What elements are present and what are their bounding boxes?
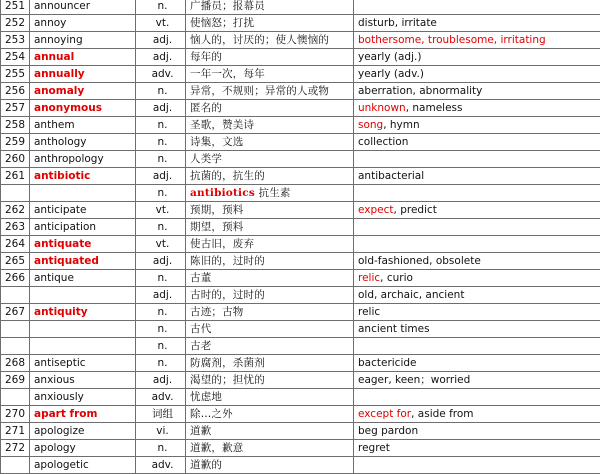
part-of-speech: adj. bbox=[136, 287, 186, 304]
chinese-definition-text: 圣歌，赞美诗 bbox=[190, 119, 254, 131]
table-row bbox=[1, 134, 600, 151]
table-row bbox=[1, 168, 600, 185]
english-synonyms-text: collection bbox=[358, 136, 408, 148]
chinese-definition bbox=[186, 83, 354, 100]
chinese-definition-text: 忧虑地 bbox=[190, 391, 222, 403]
english-synonyms bbox=[354, 270, 600, 287]
part-of-speech: adj. bbox=[136, 253, 186, 270]
part-of-speech: adj. bbox=[136, 100, 186, 117]
english-synonyms bbox=[354, 151, 600, 168]
chinese-definition-text: 期望，预料 bbox=[190, 221, 244, 233]
vocabulary-table-body bbox=[1, 0, 600, 474]
chinese-definition bbox=[186, 151, 354, 168]
entry-number: 267 bbox=[1, 304, 30, 321]
chinese-definition-text: 道歉 bbox=[190, 425, 211, 437]
chinese-definition bbox=[186, 0, 354, 15]
table-row bbox=[1, 185, 600, 202]
english-synonyms bbox=[354, 287, 600, 304]
english-synonyms bbox=[354, 355, 600, 372]
table-row bbox=[1, 15, 600, 32]
entry-word bbox=[30, 338, 136, 355]
entry-word bbox=[30, 321, 136, 338]
part-of-speech: adv. bbox=[136, 66, 186, 83]
table-row bbox=[1, 83, 600, 100]
chinese-definition bbox=[186, 304, 354, 321]
chinese-definition bbox=[186, 15, 354, 32]
entry-word: anomaly bbox=[30, 83, 136, 100]
chinese-definition-text: 道歉的 bbox=[190, 459, 222, 471]
chinese-definition-text: 使恼怒；打扰 bbox=[190, 17, 254, 29]
english-synonyms-text: ancient times bbox=[358, 323, 430, 335]
english-synonyms bbox=[354, 321, 600, 338]
part-of-speech: adj. bbox=[136, 32, 186, 49]
english-synonyms bbox=[354, 32, 600, 49]
entry-number: 251 bbox=[1, 0, 30, 15]
english-synonyms bbox=[354, 423, 600, 440]
table-row bbox=[1, 151, 600, 168]
part-of-speech: vt. bbox=[136, 236, 186, 253]
chinese-definition bbox=[186, 287, 354, 304]
chinese-definition-text: 古代 bbox=[190, 323, 211, 335]
table-row bbox=[1, 270, 600, 287]
table-row bbox=[1, 440, 600, 457]
entry-word: announcer bbox=[30, 0, 136, 15]
english-synonyms bbox=[354, 100, 600, 117]
entry-number: 266 bbox=[1, 270, 30, 287]
entry-word: anthology bbox=[30, 134, 136, 151]
entry-word: antibiotic bbox=[30, 168, 136, 185]
part-of-speech: vi. bbox=[136, 423, 186, 440]
english-synonyms bbox=[354, 338, 600, 355]
english-synonyms bbox=[354, 185, 600, 202]
english-synonyms-text: song bbox=[358, 119, 383, 131]
entry-number: 261 bbox=[1, 168, 30, 185]
entry-word bbox=[30, 287, 136, 304]
entry-word: antiseptic bbox=[30, 355, 136, 372]
table-row bbox=[1, 0, 600, 15]
entry-word bbox=[30, 185, 136, 202]
chinese-definition bbox=[186, 185, 354, 202]
entry-number: 252 bbox=[1, 15, 30, 32]
english-synonyms-text: aberration, abnormality bbox=[358, 85, 482, 97]
english-synonyms-text: , aside from bbox=[411, 408, 473, 420]
english-synonyms bbox=[354, 406, 600, 423]
chinese-definition bbox=[186, 168, 354, 185]
table-row bbox=[1, 253, 600, 270]
entry-word: annoying bbox=[30, 32, 136, 49]
entry-number: 265 bbox=[1, 253, 30, 270]
entry-number: 256 bbox=[1, 83, 30, 100]
table-row bbox=[1, 49, 600, 66]
english-synonyms bbox=[354, 83, 600, 100]
english-synonyms-text: , nameless bbox=[406, 102, 463, 114]
chinese-definition-text: 每年的 bbox=[190, 51, 222, 63]
chinese-definition-text: 广播员；报幕员 bbox=[190, 0, 265, 12]
entry-number: 270 bbox=[1, 406, 30, 423]
chinese-definition-text: 道歉，歉意 bbox=[190, 442, 244, 454]
part-of-speech: adj. bbox=[136, 49, 186, 66]
english-synonyms bbox=[354, 440, 600, 457]
chinese-definition-text: 古老 bbox=[190, 340, 211, 352]
english-synonyms-text: expect bbox=[358, 204, 394, 216]
part-of-speech: n. bbox=[136, 355, 186, 372]
table-row bbox=[1, 32, 600, 49]
english-synonyms bbox=[354, 134, 600, 151]
table-row bbox=[1, 406, 600, 423]
english-synonyms-text: disturb, irritate bbox=[358, 17, 437, 29]
chinese-definition bbox=[186, 117, 354, 134]
entry-number: 263 bbox=[1, 219, 30, 236]
english-synonyms bbox=[354, 457, 600, 474]
entry-word: annually bbox=[30, 66, 136, 83]
english-synonyms bbox=[354, 66, 600, 83]
english-synonyms-text: , hymn bbox=[383, 119, 419, 131]
english-synonyms-text: except for bbox=[358, 408, 411, 420]
chinese-definition-text: 一年一次，每年 bbox=[190, 68, 265, 80]
chinese-definition bbox=[186, 406, 354, 423]
english-synonyms-text: relic bbox=[358, 306, 380, 318]
chinese-definition bbox=[186, 202, 354, 219]
table-row bbox=[1, 338, 600, 355]
chinese-definition-text: 除…之外 bbox=[190, 408, 233, 420]
part-of-speech: n. bbox=[136, 304, 186, 321]
english-synonyms-text: , predict bbox=[394, 204, 437, 216]
part-of-speech: adv. bbox=[136, 389, 186, 406]
entry-number: 260 bbox=[1, 151, 30, 168]
entry-word: anticipation bbox=[30, 219, 136, 236]
entry-number: 254 bbox=[1, 49, 30, 66]
table-row bbox=[1, 66, 600, 83]
english-synonyms-text: eager, keen；worried bbox=[358, 374, 470, 386]
table-row bbox=[1, 202, 600, 219]
table-row bbox=[1, 219, 600, 236]
english-synonyms bbox=[354, 49, 600, 66]
part-of-speech: n. bbox=[136, 83, 186, 100]
entry-word: antiquity bbox=[30, 304, 136, 321]
entry-word: anthropology bbox=[30, 151, 136, 168]
chinese-definition bbox=[186, 100, 354, 117]
entry-word: antiquate bbox=[30, 236, 136, 253]
entry-word: apologetic bbox=[30, 457, 136, 474]
chinese-definition-text: 古迹；古物 bbox=[190, 306, 244, 318]
chinese-definition bbox=[186, 134, 354, 151]
entry-number bbox=[1, 287, 30, 304]
part-of-speech: adv. bbox=[136, 457, 186, 474]
entry-number bbox=[1, 389, 30, 406]
chinese-definition-text: 异常，不规则；异常的人或物 bbox=[190, 85, 329, 97]
english-synonyms-text: relic bbox=[358, 272, 380, 284]
table-row bbox=[1, 321, 600, 338]
chinese-definition-text: 匿名的 bbox=[190, 102, 222, 114]
chinese-definition bbox=[186, 236, 354, 253]
part-of-speech: 词组 bbox=[136, 406, 186, 423]
entry-word: anxiously bbox=[30, 389, 136, 406]
entry-word: antique bbox=[30, 270, 136, 287]
chinese-definition-text: 渴望的；担忧的 bbox=[190, 374, 265, 386]
entry-number: 258 bbox=[1, 117, 30, 134]
entry-number: 262 bbox=[1, 202, 30, 219]
chinese-definition bbox=[186, 66, 354, 83]
entry-number: 269 bbox=[1, 372, 30, 389]
chinese-definition bbox=[186, 355, 354, 372]
entry-word: anxious bbox=[30, 372, 136, 389]
entry-number: 264 bbox=[1, 236, 30, 253]
entry-word: anthem bbox=[30, 117, 136, 134]
entry-word: annual bbox=[30, 49, 136, 66]
english-synonyms bbox=[354, 219, 600, 236]
chinese-definition bbox=[186, 270, 354, 287]
part-of-speech: n. bbox=[136, 321, 186, 338]
entry-number bbox=[1, 321, 30, 338]
english-synonyms-text: yearly (adj.) bbox=[358, 51, 421, 63]
english-synonyms-text: bactericide bbox=[358, 357, 417, 369]
chinese-definition bbox=[186, 372, 354, 389]
chinese-definition-text: 人类学 bbox=[190, 153, 222, 165]
english-synonyms-text: old-fashioned, obsolete bbox=[358, 255, 481, 267]
english-synonyms-text: regret bbox=[358, 442, 390, 454]
chinese-definition bbox=[186, 457, 354, 474]
part-of-speech: n. bbox=[136, 219, 186, 236]
entry-number bbox=[1, 185, 30, 202]
part-of-speech: n. bbox=[136, 185, 186, 202]
english-synonyms bbox=[354, 168, 600, 185]
chinese-definition bbox=[186, 321, 354, 338]
chinese-definition bbox=[186, 219, 354, 236]
table-row bbox=[1, 117, 600, 134]
chinese-definition-text: 防腐剂，杀菌剂 bbox=[190, 357, 265, 369]
entry-word: apology bbox=[30, 440, 136, 457]
table-row bbox=[1, 423, 600, 440]
entry-word: annoy bbox=[30, 15, 136, 32]
chinese-definition bbox=[186, 253, 354, 270]
entry-number: 253 bbox=[1, 32, 30, 49]
english-synonyms-text: unknown bbox=[358, 102, 406, 114]
table-row bbox=[1, 355, 600, 372]
entry-word: anticipate bbox=[30, 202, 136, 219]
table-row bbox=[1, 457, 600, 474]
english-synonyms bbox=[354, 15, 600, 32]
english-synonyms bbox=[354, 389, 600, 406]
table-row bbox=[1, 100, 600, 117]
english-synonyms-text: beg pardon bbox=[358, 425, 418, 437]
english-synonyms bbox=[354, 372, 600, 389]
part-of-speech: n. bbox=[136, 134, 186, 151]
entry-number: 268 bbox=[1, 355, 30, 372]
part-of-speech: n. bbox=[136, 440, 186, 457]
table-row bbox=[1, 304, 600, 321]
chinese-definition-text: 抗菌的，抗生的 bbox=[190, 170, 265, 182]
part-of-speech: n. bbox=[136, 117, 186, 134]
chinese-definition-text: 抗生素 bbox=[255, 187, 291, 199]
chinese-definition-text: 陈旧的，过时的 bbox=[190, 255, 265, 267]
chinese-definition-text: 预期，预料 bbox=[190, 204, 244, 216]
part-of-speech: vt. bbox=[136, 202, 186, 219]
part-of-speech: n. bbox=[136, 151, 186, 168]
chinese-definition-text: 古董 bbox=[190, 272, 211, 284]
english-synonyms bbox=[354, 236, 600, 253]
chinese-definition bbox=[186, 49, 354, 66]
chinese-definition-text: 古时的，过时的 bbox=[190, 289, 265, 301]
chinese-definition-text: 恼人的，讨厌的；使人懊恼的 bbox=[190, 34, 329, 46]
english-synonyms bbox=[354, 304, 600, 321]
table-row bbox=[1, 287, 600, 304]
english-synonyms bbox=[354, 202, 600, 219]
part-of-speech: adj. bbox=[136, 372, 186, 389]
part-of-speech: adj. bbox=[136, 168, 186, 185]
english-synonyms-text: bothersome, troublesome, irritating bbox=[358, 34, 546, 46]
english-synonyms-text: yearly (adv.) bbox=[358, 68, 424, 80]
part-of-speech: n. bbox=[136, 338, 186, 355]
chinese-definition-text: antibiotics bbox=[190, 187, 255, 199]
entry-number: 255 bbox=[1, 66, 30, 83]
part-of-speech: vt. bbox=[136, 15, 186, 32]
entry-number: 259 bbox=[1, 134, 30, 151]
chinese-definition-text: 使古旧，废弃 bbox=[190, 238, 254, 250]
english-synonyms bbox=[354, 253, 600, 270]
entry-number: 257 bbox=[1, 100, 30, 117]
chinese-definition bbox=[186, 32, 354, 49]
english-synonyms-text: antibacterial bbox=[358, 170, 424, 182]
part-of-speech: n. bbox=[136, 270, 186, 287]
entry-word: anonymous bbox=[30, 100, 136, 117]
part-of-speech: n. bbox=[136, 0, 186, 15]
table-row bbox=[1, 389, 600, 406]
entry-word: antiquated bbox=[30, 253, 136, 270]
entry-number: 272 bbox=[1, 440, 30, 457]
entry-word: apart from bbox=[30, 406, 136, 423]
entry-number: 271 bbox=[1, 423, 30, 440]
chinese-definition bbox=[186, 389, 354, 406]
english-synonyms bbox=[354, 117, 600, 134]
english-synonyms-text: old, archaic, ancient bbox=[358, 289, 464, 301]
english-synonyms-text: , curio bbox=[380, 272, 413, 284]
table-row bbox=[1, 236, 600, 253]
chinese-definition bbox=[186, 423, 354, 440]
chinese-definition bbox=[186, 338, 354, 355]
chinese-definition-text: 诗集，文选 bbox=[190, 136, 244, 148]
entry-word: apologize bbox=[30, 423, 136, 440]
table-row bbox=[1, 372, 600, 389]
entry-number bbox=[1, 338, 30, 355]
chinese-definition bbox=[186, 440, 354, 457]
english-synonyms bbox=[354, 0, 600, 15]
entry-number bbox=[1, 457, 30, 474]
